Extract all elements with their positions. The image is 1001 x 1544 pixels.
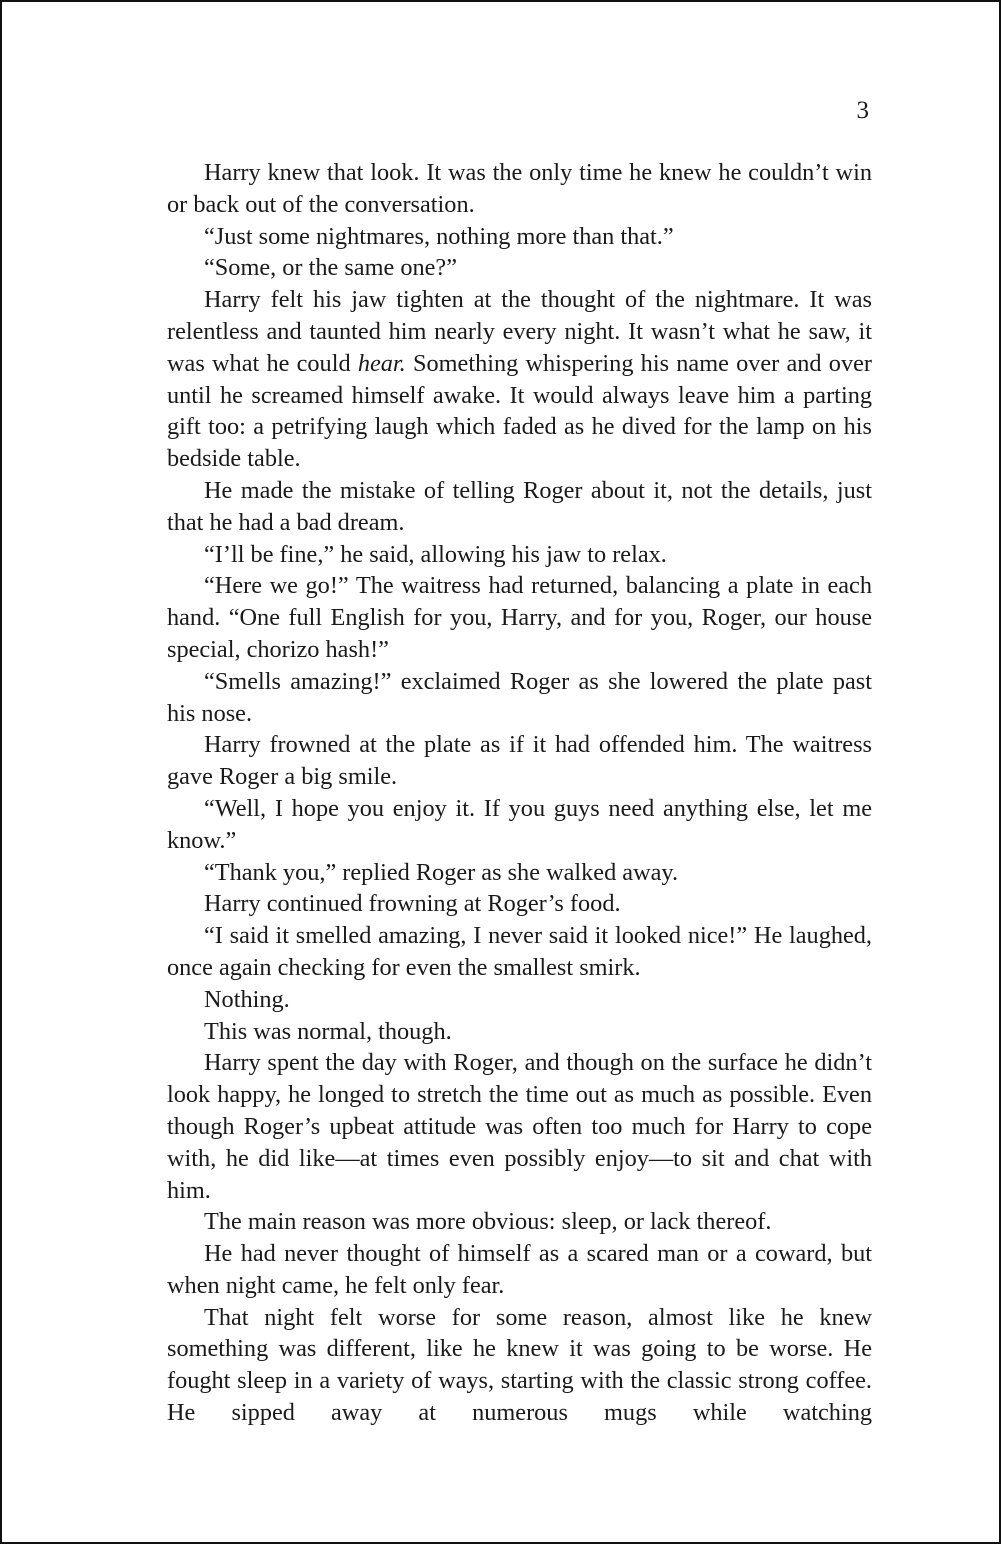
- paragraph-text: Harry felt his jaw tighten at the thought of the nightmare. It was relentless and taunted him nearly every night. It wasn’t what he saw, it was what he could: [167, 286, 872, 377]
- paragraph: Harry spent the day with Roger, and though on the surface he didn’t look happy, he longed to stretch the time out as much as possible. Even though Roger’s upbeat attitude was often too much for Harry to cope with, he did like—at times even possibly enjoy—to sit and chat with him.: [167, 1049, 872, 1204]
- emphasis-text: hear.: [357, 349, 406, 377]
- paragraph: “Thank you,” replied Roger as she walked away.: [204, 858, 679, 886]
- paragraph-text: Something whispering his name over and over until he screamed himself awake. It would always leave him a parting gift too: a petrifying laugh which faded as he dived for the lamp on his bedside table.: [167, 349, 872, 473]
- paragraph: Harry continued frowning at Roger’s food.: [204, 890, 621, 918]
- paragraph: He had never thought of himself as a scared man or a coward, but when night came, he felt only fear.: [167, 1240, 872, 1299]
- paragraph: He made the mistake of telling Roger about it, not the details, just that he had a bad dream.: [167, 476, 872, 536]
- paragraph: That night felt worse for some reason, almost like he knew something was different, like he knew it was going to be worse. He fought sleep in a variety of ways, starting with the classic strong coffee. He sipped away at numerous mugs while watching: [167, 1303, 872, 1427]
- paragraph: The main reason was more obvious: sleep, or lack thereof.: [204, 1208, 772, 1236]
- paragraph: Nothing.: [204, 985, 290, 1013]
- paragraph: [167, 284, 872, 475]
- page-number: 3: [856, 97, 869, 124]
- paragraph: “Just some nightmares, nothing more than that.”: [204, 222, 674, 250]
- paragraph: “Here we go!” The waitress had returned, balancing a plate in each hand. “One full English for you, Harry, and for you, Roger, our house special, chorizo hash!”: [167, 572, 872, 663]
- paragraph: Harry frowned at the plate as if it had offended him. The waitress gave Roger a big smile.: [167, 731, 872, 791]
- paragraph: “I said it smelled amazing, I never said it looked nice!” He laughed, once again checking for even the smallest smirk.: [167, 922, 872, 981]
- paragraph: “Smells amazing!” exclaimed Roger as she lowered the plate past his nose.: [167, 667, 872, 727]
- paragraph: Harry knew that look. It was the only time he knew he couldn’t win or back out of the conversation.: [167, 159, 872, 218]
- paragraph: “Well, I hope you enjoy it. If you guys need anything else, let me know.”: [167, 794, 872, 854]
- paragraph: This was normal, though.: [204, 1017, 452, 1045]
- paragraph: “Some, or the same one?”: [204, 254, 457, 282]
- paragraph: “I’ll be fine,” he said, allowing his jaw to relax.: [204, 540, 667, 568]
- body-text: [167, 157, 872, 1429]
